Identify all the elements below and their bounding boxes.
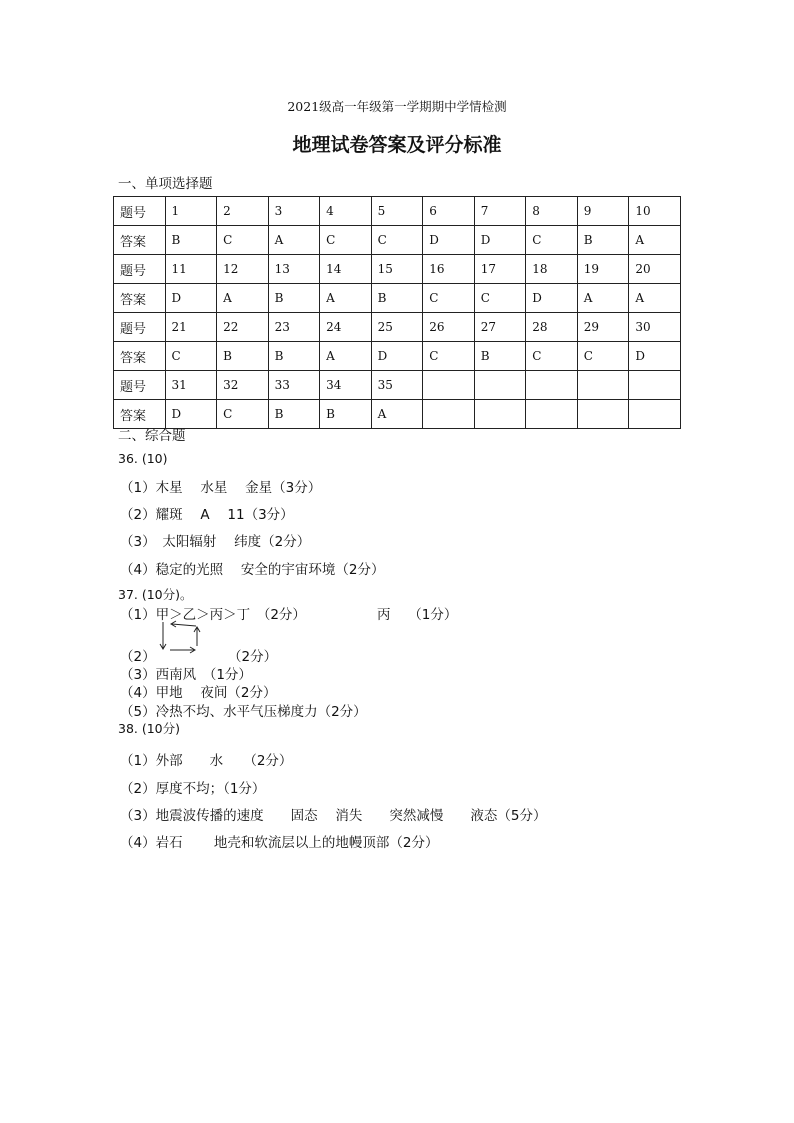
table-cell: 13 <box>268 255 320 284</box>
table-cell: C <box>423 284 475 313</box>
q37-answer-1: （1）甲＞乙＞丙＞丁 （2分） <box>120 607 306 623</box>
table-cell: 28 <box>526 313 578 342</box>
table-cell: 3 <box>268 197 320 226</box>
table-cell: A <box>268 226 320 255</box>
q37-answer-2: （2） <box>120 649 156 665</box>
row-header-cell: 答案 <box>114 226 166 255</box>
table-cell: 33 <box>268 371 320 400</box>
table-cell: 1 <box>165 197 217 226</box>
table-cell: 20 <box>629 255 681 284</box>
row-header-cell: 题号 <box>114 313 166 342</box>
table-cell: A <box>371 400 423 429</box>
table-cell: 6 <box>423 197 475 226</box>
table-cell: C <box>320 226 372 255</box>
table-cell: 29 <box>577 313 629 342</box>
row-header-cell: 答案 <box>114 284 166 313</box>
q36-answer-1: （1）木星 水星 金星（3分） <box>120 480 322 496</box>
exam-subtitle: 2021级高一年级第一学期期中学情检测 <box>287 99 507 114</box>
table-cell <box>629 371 681 400</box>
table-cell: C <box>577 342 629 371</box>
table-cell: D <box>165 284 217 313</box>
table-cell: 10 <box>629 197 681 226</box>
q37-answer-3: （3）西南风 （1分） <box>120 667 252 683</box>
q38-answer-3: （3）地震波传播的速度 固态 消失 突然减慢 液态（5分） <box>120 808 547 824</box>
table-cell: D <box>371 342 423 371</box>
table-cell: C <box>526 342 578 371</box>
table-cell: 30 <box>629 313 681 342</box>
table-cell: C <box>423 342 475 371</box>
answer-row <box>114 226 681 255</box>
q36-answer-2: （2）耀斑 A 11（3分） <box>120 507 294 523</box>
table-cell: 35 <box>371 371 423 400</box>
table-cell: C <box>217 400 269 429</box>
q37-answer-2-score: （2分） <box>228 649 278 665</box>
table-cell: C <box>526 226 578 255</box>
q36-label: 36. (10) <box>118 451 168 466</box>
question-number-row <box>114 255 681 284</box>
table-cell: A <box>217 284 269 313</box>
table-cell: 11 <box>165 255 217 284</box>
table-cell: A <box>320 342 372 371</box>
table-cell: 26 <box>423 313 475 342</box>
table-cell: A <box>629 284 681 313</box>
table-cell: 18 <box>526 255 578 284</box>
table-cell <box>629 400 681 429</box>
table-cell: D <box>165 400 217 429</box>
answer-row <box>114 400 681 429</box>
table-cell <box>423 400 475 429</box>
q37-label: 37. (10分)。 <box>118 587 193 602</box>
table-cell: C <box>371 226 423 255</box>
table-cell: C <box>217 226 269 255</box>
table-cell: 25 <box>371 313 423 342</box>
answer-row <box>114 342 681 371</box>
question-number-row <box>114 371 681 400</box>
table-cell <box>474 400 526 429</box>
answer-row <box>114 284 681 313</box>
section-heading-choice: 一、单项选择题 <box>118 176 213 192</box>
table-cell: 14 <box>320 255 372 284</box>
table-cell: A <box>320 284 372 313</box>
table-cell: C <box>474 284 526 313</box>
table-cell: 8 <box>526 197 578 226</box>
table-cell: 27 <box>474 313 526 342</box>
circulation-arrows-diagram <box>150 616 210 658</box>
table-cell <box>577 400 629 429</box>
table-cell: 5 <box>371 197 423 226</box>
table-cell: B <box>371 284 423 313</box>
row-header-cell: 答案 <box>114 400 166 429</box>
table-cell: A <box>629 226 681 255</box>
table-cell: 16 <box>423 255 475 284</box>
q38-answer-1: （1）外部 水 （2分） <box>120 753 293 769</box>
table-cell: A <box>577 284 629 313</box>
q37-answer-1-extra: 丙 （1分） <box>377 607 458 623</box>
table-cell: 21 <box>165 313 217 342</box>
table-cell: D <box>474 226 526 255</box>
table-cell: D <box>423 226 475 255</box>
table-cell: B <box>217 342 269 371</box>
table-cell: 2 <box>217 197 269 226</box>
q36-answer-4: （4）稳定的光照 安全的宇宙环境（2分） <box>120 562 385 578</box>
table-cell <box>577 371 629 400</box>
table-cell: D <box>629 342 681 371</box>
table-cell: C <box>165 342 217 371</box>
page-title: 地理试卷答案及评分标准 <box>292 134 502 156</box>
q37-answer-5: （5）冷热不均、水平气压梯度力（2分） <box>120 704 367 720</box>
table-cell: B <box>320 400 372 429</box>
table-cell: B <box>268 342 320 371</box>
table-cell: 17 <box>474 255 526 284</box>
table-cell: 24 <box>320 313 372 342</box>
table-cell: B <box>474 342 526 371</box>
table-cell: 31 <box>165 371 217 400</box>
row-header-cell: 答案 <box>114 342 166 371</box>
row-header-cell: 题号 <box>114 255 166 284</box>
table-cell: 15 <box>371 255 423 284</box>
question-number-row <box>114 313 681 342</box>
row-header-cell: 题号 <box>114 371 166 400</box>
table-cell: 9 <box>577 197 629 226</box>
table-cell: 23 <box>268 313 320 342</box>
table-cell: B <box>268 284 320 313</box>
question-number-row <box>114 197 681 226</box>
table-cell: 7 <box>474 197 526 226</box>
answer-table <box>113 196 681 429</box>
table-cell: 12 <box>217 255 269 284</box>
q38-answer-2: （2）厚度不均；（1分） <box>120 781 266 797</box>
table-cell: 4 <box>320 197 372 226</box>
row-header-cell: 题号 <box>114 197 166 226</box>
table-cell: B <box>577 226 629 255</box>
q38-answer-4: （4）岩石 地壳和软流层以上的地幔顶部（2分） <box>120 835 439 851</box>
table-cell: 22 <box>217 313 269 342</box>
q37-answer-4: （4）甲地 夜间（2分） <box>120 685 277 701</box>
section-heading-comprehensive: 二、综合题 <box>118 428 186 444</box>
table-cell <box>474 371 526 400</box>
table-cell: 32 <box>217 371 269 400</box>
table-cell <box>526 400 578 429</box>
table-cell: 34 <box>320 371 372 400</box>
table-cell: B <box>268 400 320 429</box>
table-cell: 19 <box>577 255 629 284</box>
table-cell: B <box>165 226 217 255</box>
table-cell: D <box>526 284 578 313</box>
q38-label: 38. (10分) <box>118 721 181 736</box>
q36-answer-3: （3） 太阳辐射 纬度（2分） <box>120 534 311 550</box>
table-cell <box>423 371 475 400</box>
table-cell <box>526 371 578 400</box>
